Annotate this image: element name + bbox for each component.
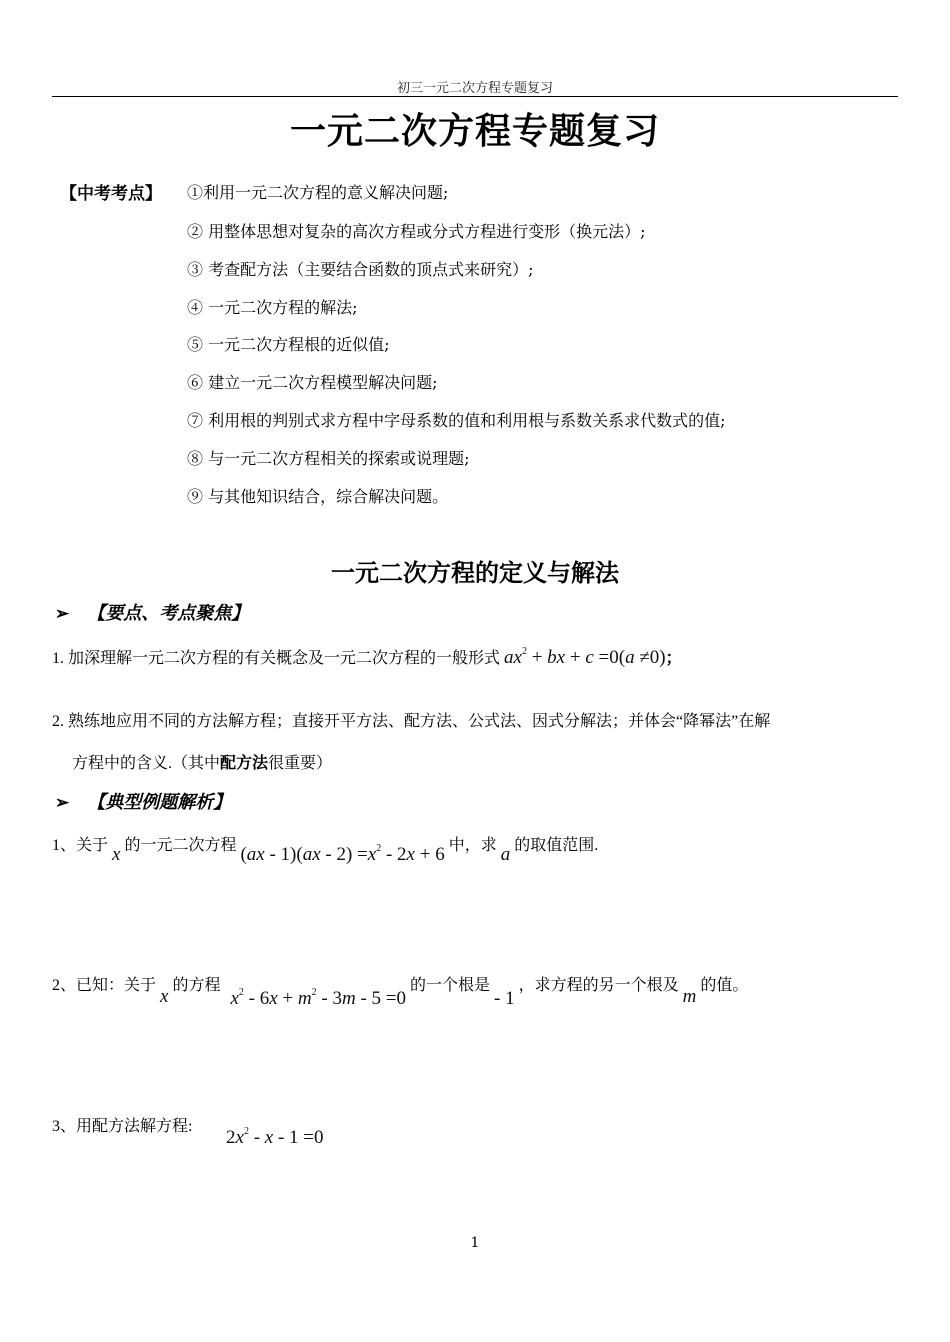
running-header: 初三一元二次方程专题复习 bbox=[396, 81, 553, 96]
key-points-label: 【中考考点】 bbox=[60, 184, 162, 204]
key-point-7: ⑦ 利用根的判别式求方程中字母系数的值和利用根与系数关系求代数式的值; bbox=[187, 411, 726, 430]
q2-end: 的值。 bbox=[700, 977, 749, 994]
point-2-pre: 方程中的含义.（其中 bbox=[72, 755, 221, 772]
q1-end: 的取值范围. bbox=[514, 837, 599, 854]
key-point-8: ⑧ 与一元二次方程相关的探索或说理题; bbox=[187, 449, 470, 468]
point-1-end: ； bbox=[665, 650, 682, 667]
q2-pre: 2、已知：关于 bbox=[52, 977, 157, 994]
key-point-5: ⑤ 一元二次方程根的近似值; bbox=[187, 335, 390, 354]
point-1-text: 1. 加深理解一元二次方程的有关概念及一元二次方程的一般形式 bbox=[52, 650, 501, 667]
key-point-3: ③ 考查配方法（主要结合函数的顶点式来研究）; bbox=[187, 260, 534, 279]
example-3 bbox=[52, 1113, 192, 1136]
point-2-line-2 bbox=[72, 750, 332, 773]
q1-equation: $(ax - 1)(ax - 2) =x^2 - 2x + 6$ bbox=[240, 843, 445, 865]
arrow-bullet-icon: ➢ bbox=[55, 604, 70, 624]
var-m: m bbox=[682, 986, 697, 1007]
focus-heading bbox=[55, 599, 249, 625]
page-title: 一元二次方程专题复习 bbox=[289, 111, 660, 152]
example-2 bbox=[52, 972, 749, 1009]
key-point-9: ⑨ 与其他知识结合，综合解决问题。 bbox=[187, 487, 449, 506]
general-form-formula: $ax^2$ + bx + c =0(a ≠0) bbox=[504, 646, 666, 668]
var-x: x bbox=[112, 844, 121, 865]
page-number: 1 bbox=[470, 1235, 480, 1251]
q2-mid: 的方程 bbox=[172, 977, 221, 994]
q3-pre: 3、用配方法解方程: bbox=[52, 1118, 193, 1135]
point-2-bold: 配方法 bbox=[220, 755, 269, 772]
focus-heading-text: 【要点、考点聚焦】 bbox=[87, 603, 250, 624]
point-1 bbox=[52, 645, 682, 669]
var-x: x bbox=[160, 986, 169, 1007]
key-point-2: ② 用整体思想对复杂的高次方程或分式方程进行变形（换元法）; bbox=[187, 222, 646, 241]
q1-post: 中，求 bbox=[448, 837, 497, 854]
q3-equation: $2x^2 - x - 1 =0$ bbox=[226, 1126, 324, 1148]
q1-pre: 1、关于 bbox=[52, 837, 109, 854]
q2-post2: ，求方程的另一个根及 bbox=[518, 977, 679, 994]
section-title: 一元二次方程的定义与解法 bbox=[331, 559, 619, 587]
q2-post: 的一个根是 bbox=[409, 977, 490, 994]
q2-equation: $x^2 - 6x + m^2 - 3m - 5 =0$ bbox=[230, 987, 406, 1009]
root-value: - 1 bbox=[494, 988, 515, 1009]
q1-mid: 的一元二次方程 bbox=[124, 837, 237, 854]
var-a: a bbox=[500, 844, 511, 865]
examples-heading bbox=[55, 788, 231, 814]
key-point-4: ④ 一元二次方程的解法; bbox=[187, 298, 358, 317]
point-2-line-1: 2. 熟练地应用不同的方法解方程；直接开平方法、配方法、公式法、因式分解法；并体会“降幂法”在解 bbox=[52, 713, 771, 730]
key-point-6: ⑥ 建立一元二次方程模型解决问题; bbox=[187, 373, 438, 392]
arrow-bullet-icon: ➢ bbox=[55, 793, 70, 813]
key-point-1: ①利用一元二次方程的意义解决问题; bbox=[187, 183, 449, 202]
point-2-post: 很重要） bbox=[268, 755, 333, 772]
header-rule bbox=[52, 96, 898, 97]
examples-heading-text: 【典型例题解析】 bbox=[87, 792, 232, 813]
example-1 bbox=[52, 832, 599, 865]
